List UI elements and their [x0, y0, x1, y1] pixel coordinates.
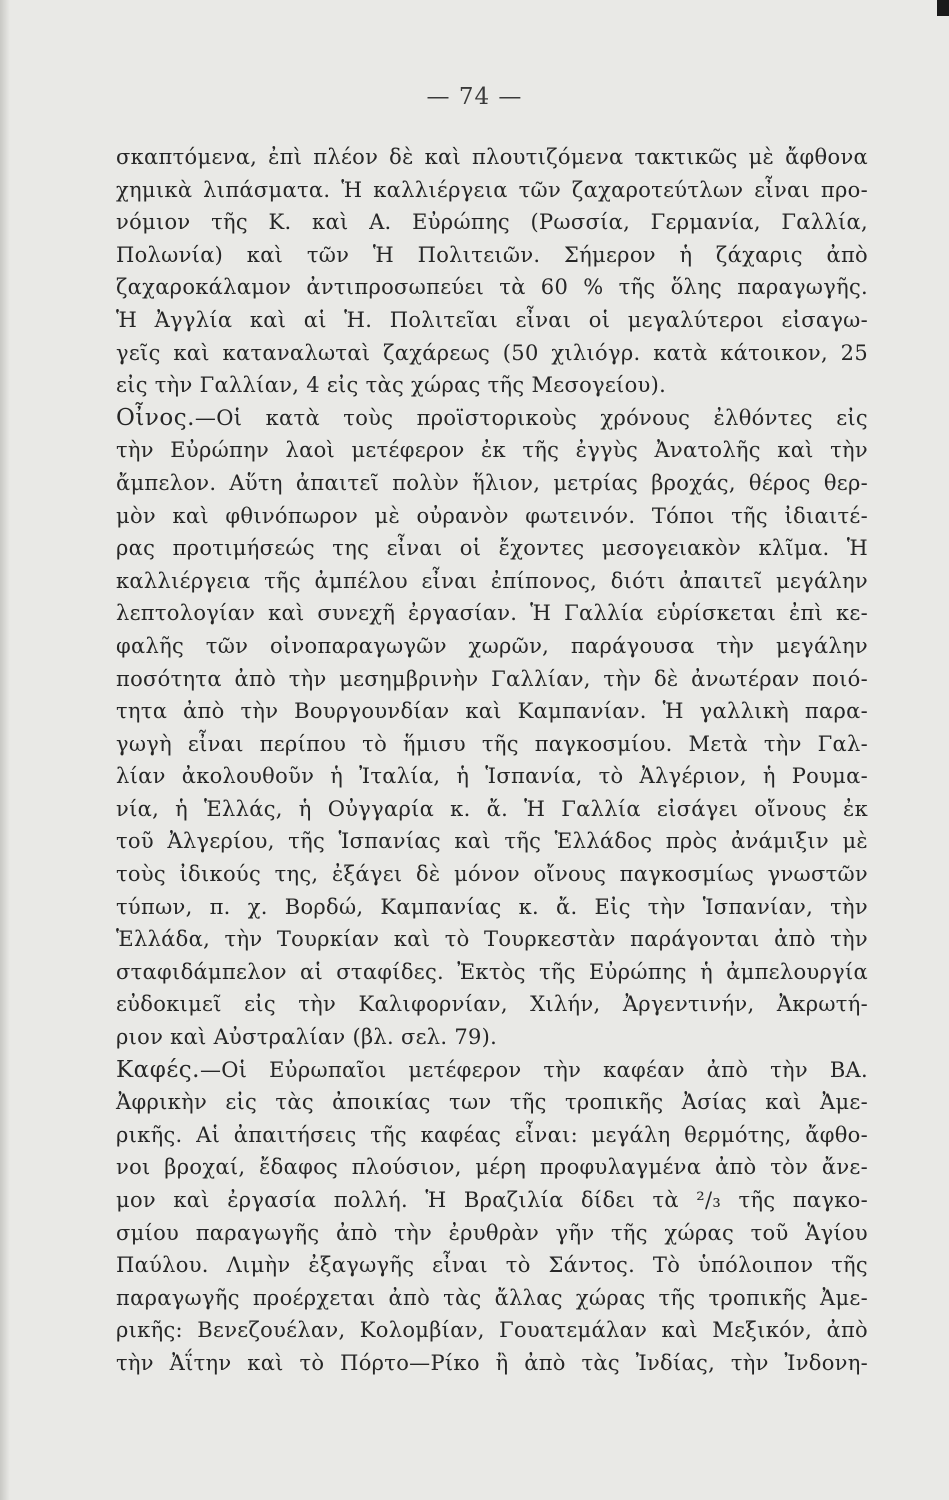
paragraph — [116, 141, 868, 402]
page-edge-shadow — [0, 0, 10, 1500]
paragraph — [116, 1054, 868, 1380]
text-line — [116, 923, 868, 956]
line-text: ρικῆς: Βενεζουέλαν, Κολομβίαν, Γουατεμάλαν καὶ Μεξικόν, ἀπὸ — [116, 1318, 868, 1343]
line-text: ρικῆς. Αἱ ἀπαιτήσεις τῆς καφέας εἶναι: μεγάλη θερμότης, ἄφθο- — [116, 1122, 868, 1147]
text-line — [116, 271, 868, 304]
line-text: γωγὴ εἶναι περίπου τὸ ἥμισυ τῆς παγκοσμίου. Μετὰ τὴν Γαλ- — [116, 731, 868, 756]
text-line — [116, 988, 868, 1021]
text-line — [116, 239, 868, 272]
line-text: χημικὰ λιπάσματα. Ἡ καλλιέργεια τῶν ζαχαροτεύτλων εἶναι προ- — [116, 177, 868, 202]
line-text: καλλιέργεια τῆς ἀμπέλου εἶναι ἐπίπονος, διότι ἀπαιτεῖ μεγάλην — [116, 568, 868, 593]
line-text: παραγωγῆς προέρχεται ἀπὸ τὰς ἄλλας χώρας τῆς τροπικῆς Ἀμε- — [116, 1285, 868, 1310]
line-text: φαλῆς τῶν οἰνοπαραγωγῶν χωρῶν, παράγουσα τὴν μεγάλην — [116, 633, 868, 658]
text-line — [116, 1021, 868, 1054]
text-line — [116, 1217, 868, 1250]
line-text: εἰς τὴν Γαλλίαν, 4 εἰς τὰς χώρας τῆς Μεσογείου). — [116, 373, 667, 398]
line-text: —Οἱ κατὰ τοὺς προϊστορικοὺς χρόνους ἐλθόντες εἰς — [194, 405, 868, 430]
paragraph-heading: Οἶνος. — [116, 404, 195, 431]
text-line — [116, 793, 868, 826]
line-text: λίαν ἀκολουθοῦν ἡ Ἰταλία, ἡ Ἱσπανία, τὸ Ἀλγέριον, ἡ Ρουμα- — [116, 764, 868, 789]
line-text: τύπων, π. χ. Βορδώ, Καμπανίας κ. ἄ. Εἰς τὴν Ἱσπανίαν, τὴν — [116, 894, 868, 919]
line-text: νία, ἡ Ἑλλάς, ἡ Οὐγγαρία κ. ἄ. Ἡ Γαλλία εἰσάγει οἴνους ἐκ — [116, 796, 868, 821]
line-text: τοὺς ἰδικούς της, ἐξάγει δὲ μόνον οἴνους παγκοσμίως γνωστῶν — [116, 862, 868, 887]
text-line — [116, 1119, 868, 1152]
line-text: Πολωνία) καὶ τῶν Ἡ Πολιτειῶν. Σήμερον ἡ ζάχαρις ἀπὸ — [116, 242, 868, 267]
text-line — [116, 500, 868, 533]
text-line — [116, 174, 868, 207]
paragraph-heading: Καφές. — [116, 1056, 200, 1083]
text-line — [116, 858, 868, 891]
line-text: Ἑλλάδα, τὴν Τουρκίαν καὶ τὸ Τουρκεστὰν παράγονται ἀπὸ τὴν — [116, 927, 868, 952]
text-line — [116, 1054, 868, 1087]
line-text: τὴν Εὐρώπην λαοὶ μετέφερον ἐκ τῆς ἐγγὺς Ἀνατολῆς καὶ τὴν — [116, 438, 868, 463]
text-line — [116, 337, 868, 370]
line-text: Ἀφρικὴν εἰς τὰς ἀποικίας των τῆς τροπικῆς Ἀσίας καὶ Ἀμε- — [116, 1090, 868, 1115]
line-text: Παύλου. Λιμὴν ἐξαγωγῆς εἶναι τὸ Σάντος. Τὸ ὑπόλοιπον τῆς — [116, 1253, 868, 1278]
text-line — [116, 728, 868, 761]
text-line — [116, 630, 868, 663]
text-line — [116, 1184, 868, 1217]
text-line — [116, 695, 868, 728]
text-line — [116, 1282, 868, 1315]
text-line — [116, 663, 868, 696]
text-line — [116, 532, 868, 565]
text-line — [116, 565, 868, 598]
text-line — [116, 434, 868, 467]
text-line — [116, 597, 868, 630]
line-text: σταφιδάμπελον αἱ σταφίδες. Ἐκτὸς τῆς Εὐρώπης ἡ ἀμπελουργία — [116, 959, 868, 984]
scan-edge-mark — [937, 0, 949, 16]
line-text: ζαχαροκάλαμον ἀντιπροσωπεύει τὰ 60 % τῆς ὅλης παραγωγῆς. — [116, 275, 868, 300]
text-line — [116, 1347, 868, 1380]
text-line — [116, 891, 868, 924]
line-text: τητα ἀπὸ τὴν Βουργουνδίαν καὶ Καμπανίαν. Ἡ γαλλικὴ παρα- — [116, 699, 868, 724]
line-text: Ἡ Ἀγγλία καὶ αἱ Ἡ. Πολιτεῖαι εἶναι οἱ μεγαλύτεροι εἰσαγω- — [116, 307, 868, 332]
line-text: σμίου παραγωγῆς ἀπὸ τὴν ἐρυθρὰν γῆν τῆς χώρας τοῦ Ἁγίου — [116, 1220, 868, 1245]
text-line — [116, 1314, 868, 1347]
line-text: νόμιον τῆς Κ. καὶ Α. Εὐρώπης (Ρωσσία, Γερμανία, Γαλλία, — [116, 210, 868, 235]
text-line — [116, 1086, 868, 1119]
page-body — [116, 141, 868, 1380]
line-text: νοι βροχαί, ἔδαφος πλούσιον, μέρη προφυλαγμένα ἀπὸ τὸν ἄνε- — [116, 1155, 868, 1180]
line-text: ἄμπελον. Αὕτη ἀπαιτεῖ πολὺν ἥλιον, μετρίας βροχάς, θέρος θερ- — [116, 470, 868, 495]
line-text: ποσότητα ἀπὸ τὴν μεσημβρινὴν Γαλλίαν, τὴν δὲ ἀνωτέραν ποιό- — [116, 666, 868, 691]
text-line — [116, 304, 868, 337]
text-line — [116, 1249, 868, 1282]
paragraph — [116, 402, 868, 1054]
text-line — [116, 956, 868, 989]
text-line — [116, 1151, 868, 1184]
line-text: ριον καὶ Αὐστραλίαν (βλ. σελ. 79). — [116, 1025, 498, 1050]
line-text: μὸν καὶ φθινόπωρον μὲ οὐρανὸν φωτεινόν. Τόποι τῆς ἰδιαιτέ- — [116, 503, 868, 528]
text-line — [116, 467, 868, 500]
text-line — [116, 369, 868, 402]
line-text: λεπτολογίαν καὶ συνεχῆ ἐργασίαν. Ἡ Γαλλία εὑρίσκεται ἐπὶ κε- — [116, 601, 868, 626]
line-text: γεῖς καὶ καταναλωταὶ ζαχάρεως (50 χιλιόγρ. κατὰ κάτοικον, 25 — [116, 340, 868, 365]
text-line — [116, 206, 868, 239]
text-line — [116, 825, 868, 858]
line-text: τὴν Ἀΐτην καὶ τὸ Πόρτο—Ρίκο ἢ ἀπὸ τὰς Ἰνδίας, τὴν Ἰνδονη- — [116, 1350, 868, 1375]
text-line — [116, 760, 868, 793]
line-text: —Οἱ Εὐρωπαῖοι μετέφερον τὴν καφέαν ἀπὸ τὴν ΒΑ. — [199, 1057, 868, 1082]
line-text: μον καὶ ἐργασία πολλή. Ἡ Βραζιλία δίδει τὰ ²/₃ τῆς παγκο- — [116, 1188, 868, 1212]
text-line — [116, 141, 868, 174]
line-text: εὐδοκιμεῖ εἰς τὴν Καλιφορνίαν, Χιλήν, Ἀργεντινήν, Ἀκρωτή- — [116, 992, 868, 1017]
line-text: σκαπτόμενα, ἐπὶ πλέον δὲ καὶ πλουτιζόμενα τακτικῶς μὲ ἄφθονα — [116, 145, 868, 169]
page-number: — 74 — — [426, 84, 523, 110]
text-line — [116, 402, 868, 435]
line-text: τοῦ Ἀλγερίου, τῆς Ἱσπανίας καὶ τῆς Ἑλλάδος πρὸς ἀνάμιξιν μὲ — [116, 829, 868, 854]
line-text: ρας προτιμήσεώς της εἶναι οἱ ἔχοντες μεσογειακὸν κλῖμα. Ἡ — [116, 536, 868, 561]
